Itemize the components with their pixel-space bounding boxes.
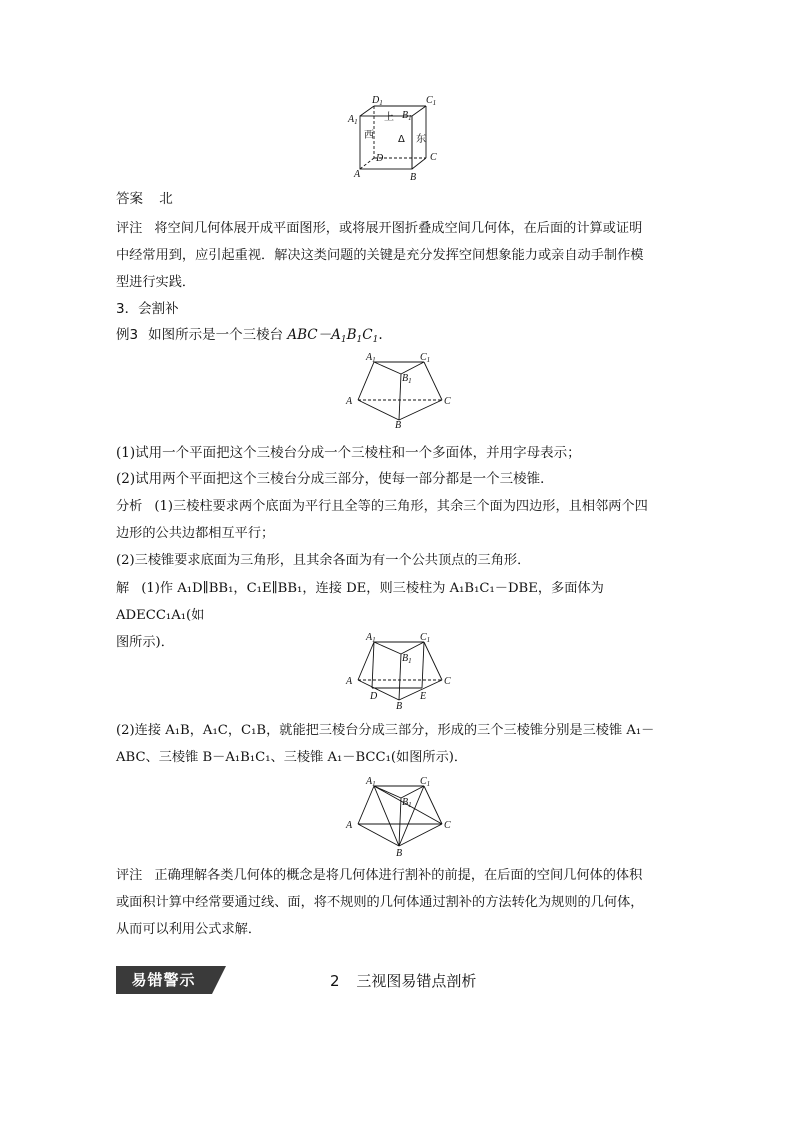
analysis-line-2: 边形的公共边都相互平行； (116, 526, 275, 541)
label-D: D (370, 691, 378, 702)
solution-line-1: (1)作 A₁D∥BB₁，C₁E∥BB₁，连接 DE，则三棱柱为 A₁B₁C₁－DBE，多面体为 ADECC₁A₁(如 (116, 581, 604, 623)
label-D1: $D_1$ (372, 95, 383, 107)
answer-line (116, 187, 173, 211)
section-title-text: 三视图易错点剖析 (356, 972, 477, 990)
label-C1: $C_1$ (420, 776, 431, 788)
analysis-line-1: (1)三棱柱要求两个底面为平行且全等的三角形，其余三个面为四边形，且相邻两个四 (154, 499, 648, 514)
question-2: (2)试用两个平面把这个三棱台分成三部分，使每一部分都是一个三棱锥． (116, 471, 554, 487)
banner-label: 易错警示 (131, 971, 196, 989)
label-C1: $C_1$ (420, 352, 431, 364)
analysis-label: 分析 (116, 499, 143, 514)
solution-2 (116, 717, 682, 771)
example-3-label: 例3 (116, 327, 139, 343)
label-A1: $A_1$ (366, 632, 376, 644)
example-3: 例3 如图所示是一个三棱台 $ABC-A_1B_1C_1$. (116, 327, 383, 345)
example-3-text: 如图所示是一个三棱台 (148, 327, 284, 343)
question-1: (1)试用一个平面把这个三棱台分成一个三棱柱和一个多面体，并用字母表示； (116, 445, 581, 461)
solution-label: 解 (116, 581, 130, 596)
label-B1: $B_1$ (402, 797, 412, 809)
comment-2-line-3: 从而可以利用公式求解． (116, 922, 262, 937)
label-A1: $A_1$ (366, 352, 376, 364)
analysis (116, 493, 682, 574)
comment-2-label: 评注 (116, 868, 143, 883)
face-delta: Δ (398, 134, 405, 145)
label-C: C (444, 396, 451, 407)
comment-2-line-1: 正确理解各类几何体的概念是将几何体进行割补的前提，在后面的空间几何体的体积 (154, 868, 643, 883)
label-A: A (346, 396, 353, 407)
label-B1: $B_1$ (402, 110, 412, 122)
error-warning-banner (116, 966, 226, 994)
label-B1: $B_1$ (402, 373, 412, 385)
label-C: C (444, 676, 451, 687)
comment-1-line-1: 将空间几何体展开成平面图形，或将展开图折叠成空间几何体，在后面的计算或证明 (154, 221, 643, 236)
comment-1-line-3: 型进行实践． (116, 275, 196, 290)
comment-1 (116, 215, 682, 296)
example-3-formula: $ABC-A_1B_1C_1$ (287, 327, 379, 345)
face-west: 西 (364, 130, 374, 141)
solution-line-2: 图所示)． (116, 635, 174, 650)
label-D: D (376, 153, 384, 164)
cube-figure (340, 94, 450, 182)
answer-value: 北 (159, 191, 173, 207)
comment-1-line-2: 中经常用到，应引起重视．解决这类问题的关键是充分发挥空间想象能力或亲自动手制作模 (116, 248, 644, 263)
face-top: 上 (384, 112, 394, 123)
label-A1: $A_1$ (366, 776, 376, 788)
label-C: C (444, 820, 451, 831)
solution-2-line-2: ABC、三棱锥 B－A₁B₁C₁、三棱锥 A₁－BCC₁(如图所示)． (116, 750, 468, 765)
frustum-figure (344, 350, 454, 428)
label-C: C (430, 152, 437, 163)
label-B: B (396, 701, 403, 710)
pyramids-figure (344, 774, 456, 858)
label-A1: $A_1$ (348, 114, 358, 126)
heading-3: 3．会割补 (116, 301, 179, 317)
solution-2-line-1: (2)连接 A₁B，A₁C，C₁B，就能把三棱台分成三部分，形成的三个三棱锥分别是三棱锥 A₁－ (116, 723, 655, 738)
comment-1-label: 评注 (116, 221, 143, 236)
label-B: B (396, 848, 403, 858)
section-number: 2 (330, 972, 340, 990)
analysis-line-3: (2)三棱锥要求底面为三角形，且其余各面为有一个公共顶点的三角形． (116, 553, 531, 568)
label-A: A (354, 169, 361, 180)
label-A: A (346, 820, 353, 831)
label-A: A (346, 676, 353, 687)
label-C1: $C_1$ (420, 632, 431, 644)
label-B: B (410, 172, 417, 182)
prism-split-figure (344, 630, 456, 710)
label-B: B (395, 420, 402, 428)
comment-2 (116, 862, 682, 943)
label-E: E (420, 691, 427, 702)
section-title (330, 969, 476, 993)
face-east: 东 (416, 134, 426, 145)
label-B1: $B_1$ (402, 653, 412, 665)
answer-label: 答案 (116, 191, 143, 207)
comment-2-line-2: 或面积计算中经常要通过线、面，将不规则的几何体通过割补的方法转化为规则的几何体， (116, 895, 644, 910)
label-C1: $C_1$ (426, 95, 437, 107)
